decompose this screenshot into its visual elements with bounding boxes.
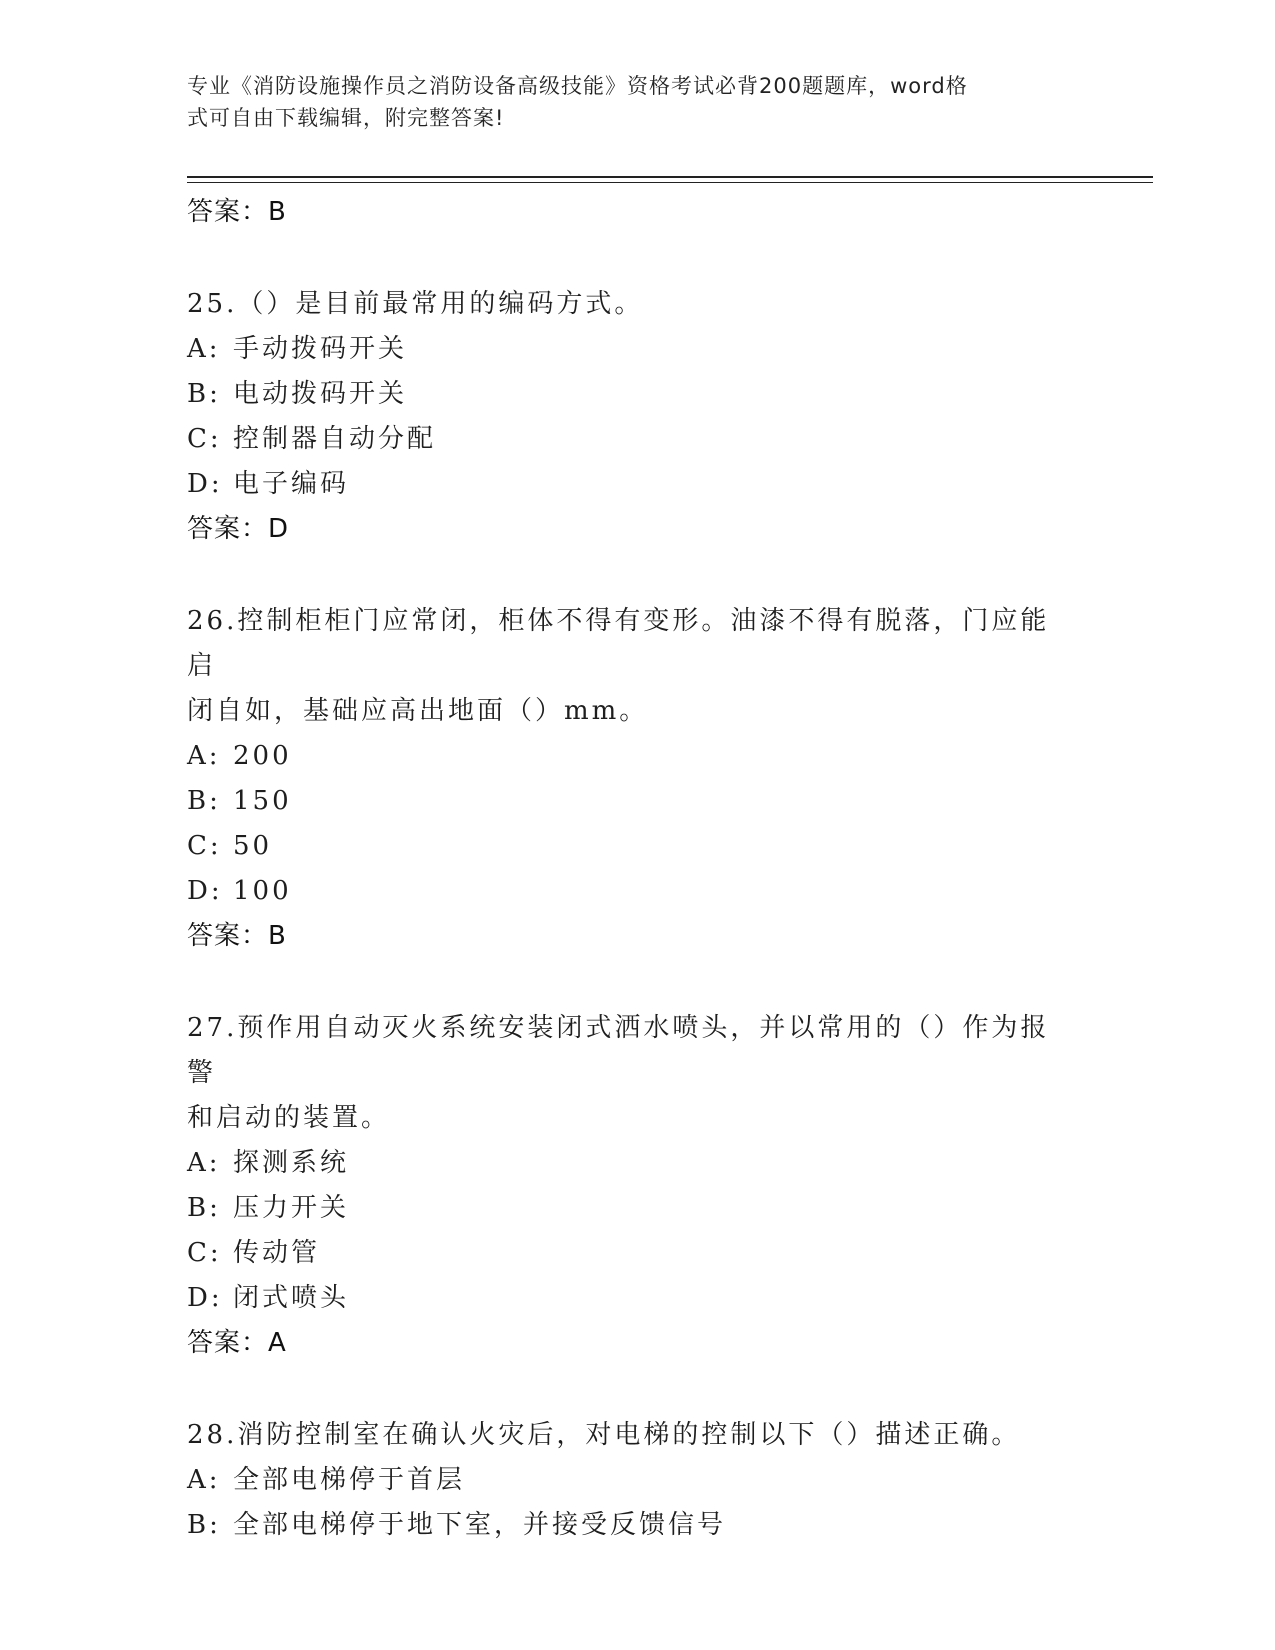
option-letter: D: [187,876,223,906]
option-text: 全部电梯停于地下室，并接受反馈信号 [233,1510,727,1540]
question-text: 27.预作用自动灭火系统安装闭式洒水喷头，并以常用的（）作为报警 [187,1013,1050,1088]
option-text: 100 [233,876,292,906]
question-27 [187,1006,1087,1365]
header-line-1: 专业《消防设施操作员之消防设备高级技能》资格考试必背200题题库，word格 [187,74,968,98]
question-text: 28.消防控制室在确认火灾后，对电梯的控制以下（）描述正确。 [187,1420,1021,1450]
option-text: 闭式喷头 [233,1283,350,1313]
option-c [187,1231,1087,1276]
option-text: 手动拨码开关 [233,334,408,364]
option-d [187,869,1087,914]
option-letter: D: [187,469,223,499]
option-text: 50 [233,831,273,861]
previous-answer: 答案：B [187,197,287,227]
option-d [187,462,1087,507]
header-divider-thin [187,182,1153,183]
option-a [187,1458,1087,1503]
option-letter: A: [187,741,221,771]
option-letter: C: [187,831,222,861]
option-letter: B: [187,1510,221,1540]
option-text: 压力开关 [233,1193,350,1223]
option-letter: B: [187,379,221,409]
option-letter: C: [187,424,222,454]
option-a [187,734,1087,779]
option-letter: D: [187,1283,223,1313]
question-text-continued: 闭自如，基础应高出地面（）mm。 [187,696,649,726]
question-text-continued: 和启动的装置。 [187,1103,391,1133]
option-text: 探测系统 [233,1148,350,1178]
option-text: 电动拨码开关 [233,379,408,409]
answer-line: 答案：B [187,921,287,951]
option-a [187,1141,1087,1186]
question-28 [187,1413,1087,1548]
question-text: 25.（）是目前最常用的编码方式。 [187,289,644,319]
option-text: 150 [233,786,292,816]
option-a [187,327,1087,372]
option-text: 200 [233,741,292,771]
option-letter: A: [187,334,221,364]
option-letter: B: [187,786,221,816]
option-letter: A: [187,1465,221,1495]
answer-line: 答案：D [187,514,290,544]
question-26 [187,599,1087,958]
option-b [187,1503,1087,1548]
option-c [187,824,1087,869]
question-list [187,190,1087,1548]
header-line-2: 式可自由下载编辑，附完整答案! [187,106,505,130]
option-b [187,779,1087,824]
option-d [187,1276,1087,1321]
option-letter: B: [187,1193,221,1223]
option-letter: A: [187,1148,221,1178]
option-b [187,1186,1087,1231]
option-text: 全部电梯停于首层 [233,1465,466,1495]
option-text: 传动管 [233,1238,321,1268]
document-header [187,70,1067,134]
header-divider-thick [187,176,1153,178]
question-text: 26.控制柜柜门应常闭，柜体不得有变形。油漆不得有脱落，门应能启 [187,606,1050,681]
option-text: 控制器自动分配 [233,424,437,454]
option-b [187,372,1087,417]
option-c [187,417,1087,462]
question-25 [187,282,1087,551]
answer-line: 答案：A [187,1328,287,1358]
option-letter: C: [187,1238,222,1268]
option-text: 电子编码 [233,469,350,499]
